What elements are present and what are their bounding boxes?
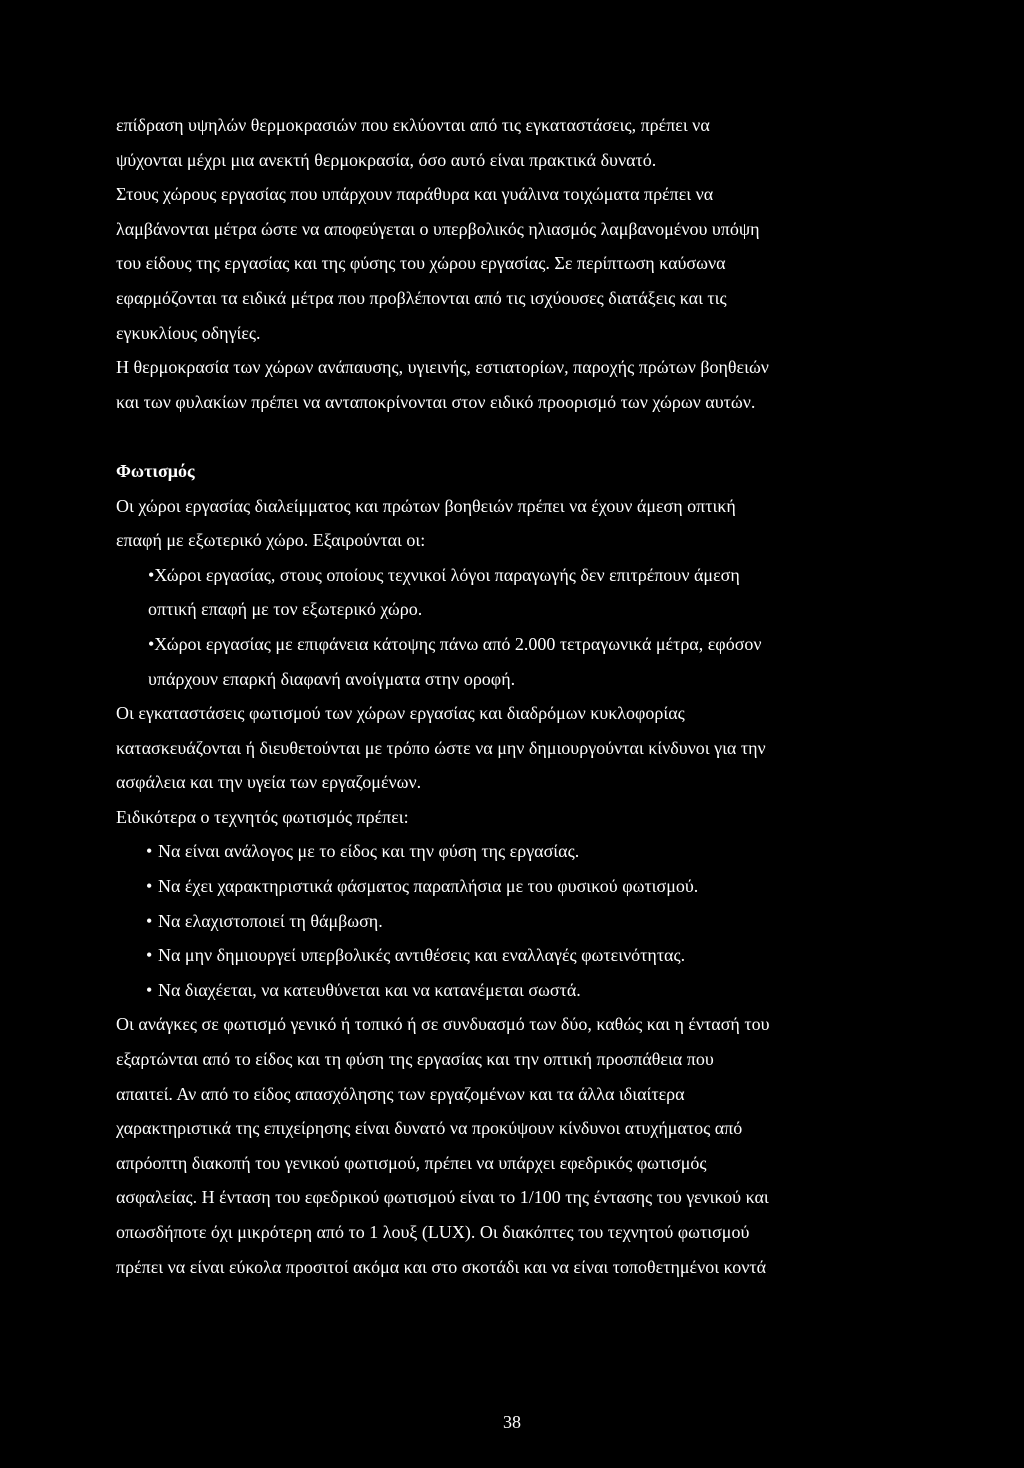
list-item <box>116 558 916 627</box>
text-line: Η θερμοκρασία των χώρων ανάπαυσης, υγιεινής, εστιατορίων, παροχής πρώτων βοηθειών <box>116 357 769 378</box>
text-line: ασφαλείας. Η ένταση του εφεδρικού φωτισμού είναι το 1/100 της έντασης του γενικού και <box>116 1187 769 1208</box>
bullet-icon <box>146 980 158 1000</box>
text-line: εξαρτώνται από το είδος και τη φύση της εργασίας και την οπτική προσπάθεια που <box>116 1049 714 1070</box>
text-line: υπάρχουν επαρκή διαφανή ανοίγματα στην οροφή. <box>148 668 516 689</box>
requirements-list <box>116 834 916 1007</box>
text-line: απαιτεί. Αν από το είδος απασχόλησης των εργαζομένων και τα άλλα ιδιαίτερα <box>116 1083 685 1104</box>
bullet-icon <box>146 945 158 965</box>
list-item <box>116 904 916 939</box>
paragraph-rest-areas-temperature <box>116 350 916 419</box>
bullet-icon <box>146 841 158 861</box>
text-line: εφαρμόζονται τα ειδικά μέτρα που προβλέπονται από τις ισχύουσες διατάξεις και τις <box>116 287 727 308</box>
list-item-text: Να μην δημιουργεί υπερβολικές αντιθέσεις και εναλλαγές φωτεινότητας. <box>158 945 686 966</box>
exceptions-list <box>116 558 916 696</box>
text-line: χαρακτηριστικά της επιχείρησης είναι δυνατό να προκύψουν κίνδυνοι ατυχήματος από <box>116 1118 743 1139</box>
paragraph-lighting-installations <box>116 696 916 800</box>
list-item-text: Να διαχέεται, να κατευθύνεται και να κατανέμεται σωστά. <box>158 979 581 1000</box>
text-line: επίδραση υψηλών θερμοκρασιών που εκλύονται από τις εγκαταστάσεις, πρέπει να <box>116 115 710 135</box>
text-line: Οι εγκαταστάσεις φωτισμού των χώρων εργασίας και διαδρόμων κυκλοφορίας <box>116 703 685 724</box>
list-item-text: Να έχει χαρακτηριστικά φάσματος παραπλήσια με του φυσικού φωτισμού. <box>158 876 699 897</box>
list-item-text: Να είναι ανάλογος με το είδος και την φύση της εργασίας. <box>158 841 580 862</box>
section-spacer <box>116 419 916 454</box>
text-line: πρέπει να είναι εύκολα προσιτοί ακόμα και στο σκοτάδι και να είναι τοποθετημένοι κοντά <box>116 1256 767 1277</box>
text-line: •Χώροι εργασίας με επιφάνεια κάτοψης πάνω από 2.000 τετραγωνικά μέτρα, εφόσον <box>148 633 762 654</box>
text-line: •Χώροι εργασίας, στους οποίους τεχνικοί λόγοι παραγωγής δεν επιτρέπουν άμεση <box>148 564 740 585</box>
text-line: του είδους της εργασίας και της φύσης του χώρου εργασίας. Σε περίπτωση καύσωνα <box>116 253 726 274</box>
text-line: εγκυκλίους οδηγίες. <box>116 322 261 343</box>
document-page <box>116 108 916 1284</box>
text-line: ασφάλεια και την υγεία των εργαζομένων. <box>116 772 422 793</box>
text-line: επαφή με εξωτερικό χώρο. Εξαιρούνται οι: <box>116 530 426 551</box>
text-line: λαμβάνονται μέτρα ώστε να αποφεύγεται ο υπερβολικός ηλιασμός λαμβανομένου υπόψη <box>116 218 760 239</box>
bullet-icon <box>146 876 158 896</box>
text-line: Οι χώροι εργασίας διαλείμματος και πρώτων βοηθειών πρέπει να έχουν άμεση οπτική <box>116 495 736 516</box>
list-item <box>116 973 916 1008</box>
paragraph-artificial-lighting-intro <box>116 800 916 835</box>
text-line: απρόοπτη διακοπή του γενικού φωτισμού, πρέπει να υπάρχει εφεδρικός φωτισμός <box>116 1152 707 1173</box>
paragraph-heat-cooling <box>116 108 916 177</box>
list-item <box>116 834 916 869</box>
list-item-text: Να ελαχιστοποιεί τη θάμβωση. <box>158 910 383 931</box>
page-number: 38 <box>503 1412 521 1432</box>
list-item <box>116 869 916 904</box>
text-line: οπτική επαφή με τον εξωτερικό χώρο. <box>148 599 423 620</box>
text-line: κατασκευάζονται ή διευθετούνται με τρόπο ώστε να μην δημιουργούνται κίνδυνοι για την <box>116 737 766 758</box>
text-line: ψύχονται μέχρι μια ανεκτή θερμοκρασία, όσο αυτό είναι πρακτικά δυνατό. <box>116 149 657 170</box>
list-item <box>116 938 916 973</box>
list-item <box>116 627 916 696</box>
text-line: Ειδικότερα ο τεχνητός φωτισμός πρέπει: <box>116 806 409 827</box>
bullet-icon <box>146 911 158 931</box>
text-line: και των φυλακίων πρέπει να ανταποκρίνονται στον ειδικό προορισμό των χώρων αυτών. <box>116 391 756 412</box>
paragraph-windows-sun <box>116 177 916 350</box>
paragraph-lighting-needs <box>116 1007 916 1284</box>
text-line: οπωσδήποτε όχι μικρότερη από το 1 λουξ (LUX). Οι διακόπτες του τεχνητού φωτισμού <box>116 1222 750 1242</box>
paragraph-visual-contact <box>116 489 916 558</box>
section-heading-lighting: Φωτισμός <box>116 460 195 481</box>
text-line: Στους χώρους εργασίας που υπάρχουν παράθυρα και γυάλινα τοιχώματα πρέπει να <box>116 184 714 205</box>
text-line: Οι ανάγκες σε φωτισμό γενικό ή τοπικό ή σε συνδυασμό των δύο, καθώς και η έντασή του <box>116 1014 770 1035</box>
